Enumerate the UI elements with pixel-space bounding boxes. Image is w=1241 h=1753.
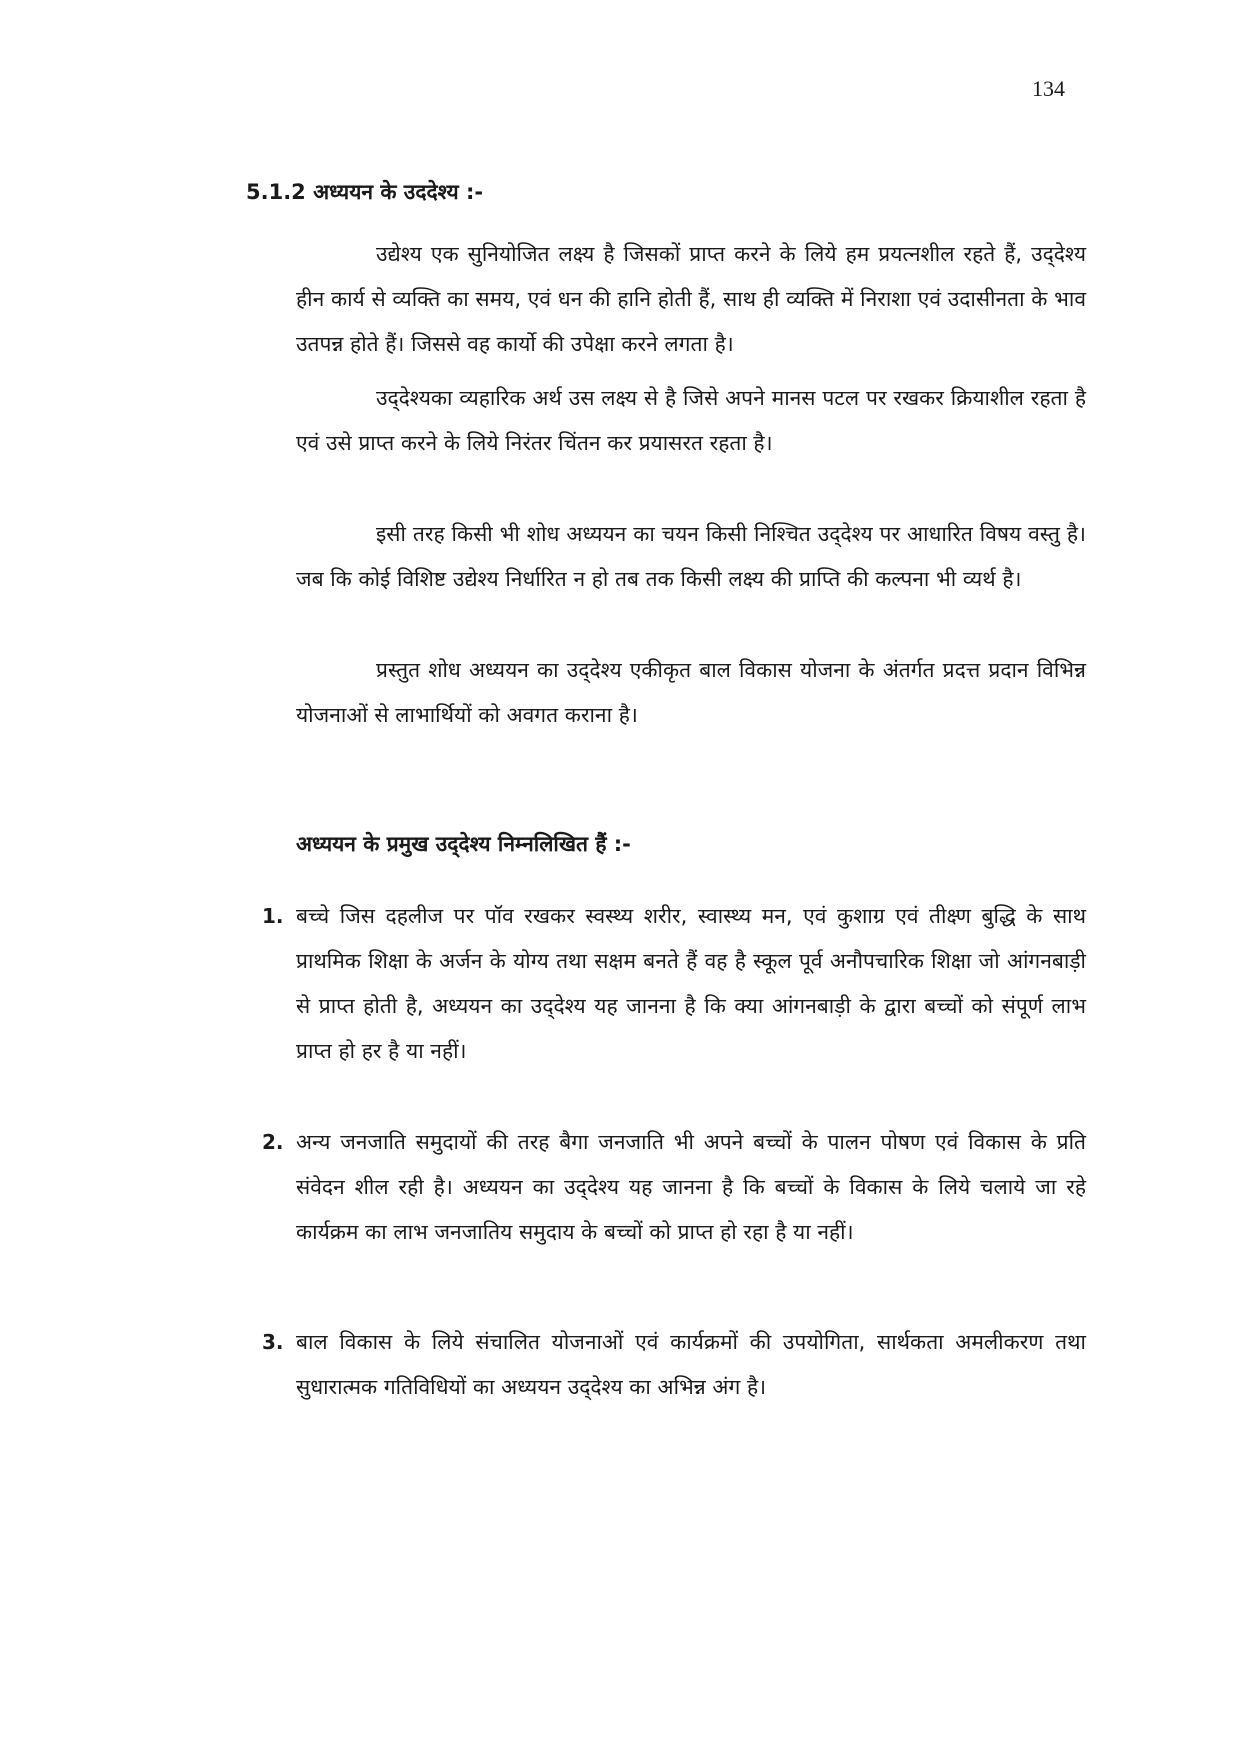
paragraph-study-purpose: प्रस्तुत शोध अध्ययन का उद्‌देश्य एकीकृत बाल विकास योजना के अंतर्गत प्रदत्त प्रदान विभिन्न योजनाओं से लाभार्थियों को अवगत कराना है। xyxy=(296,658,1086,727)
section-heading: 5.1.2 अध्ययन के उददेश्य :- xyxy=(246,180,484,204)
objective-list-item xyxy=(262,894,1086,1074)
objective-list-item xyxy=(262,1320,1086,1410)
objective-text: बाल विकास के लिये संचालित योजनाओं एवं कार्यक्रमों की उपयोगिता, सार्थकता अमलीकरण तथा सुधारात्मक गतिविधियों का अध्ययन उद्‌देश्य का अभिन्न अंग है। xyxy=(296,1330,1086,1399)
paragraph-research-basis: इसी तरह किसी भी शोध अध्ययन का चयन किसी निश्चित उद्‌देश्य पर आधारित विषय वस्तु है। जब कि कोई विशिष्ट उद्येश्य निर्धारित न हो तब तक किसी लक्ष्य की प्राप्ति की कल्पना भी व्यर्थ है। xyxy=(296,522,1086,591)
list-number: 2. xyxy=(262,1130,284,1154)
objective-text: अन्य जनजाति समुदायों की तरह बैगा जनजाति भी अपने बच्चों के पालन पोषण एवं विकास के प्रति संवेदन शील रही है। अध्ययन का उद्‌देश्य यह जानना है कि बच्चों के विकास के लिये चलाये जा रहे कार्यक्रम का लाभ जनजातिय समुदाय के बच्चों को प्राप्त हो रहा है या नहीं। xyxy=(296,1130,1086,1244)
page-number: 134 xyxy=(1032,76,1065,101)
objective-text: बच्चे जिस दहलीज पर पॉव रखकर स्वस्थ्य शरीर, स्वास्थ्य मन, एवं कुशाग्र एवं तीक्ष्ण बुद्धि के साथ प्राथमिक शिक्षा के अर्जन के योग्य तथा सक्षम बनते हैं वह है स्कूल पूर्व अनौपचारिक शिक्षा जो आंगनबाड़ी से प्राप्त होती है, अध्ययन का उद्‌देश्य यह जानना है कि क्या आंगनबाड़ी के द्वारा बच्चों को संपूर्ण लाभ प्राप्त हो हर है या नहीं। xyxy=(296,904,1086,1063)
objectives-heading: अध्ययन के प्रमुख उद्‌देश्य निम्नलिखित हैं :- xyxy=(296,832,631,856)
paragraph-purpose-definition: उद्येश्य एक सुनियोजित लक्ष्य है जिसकों प्राप्त करने के लिये हम प्रयत्नशील रहते हैं, उद्‌देश्य हीन कार्य से व्यक्ति का समय, एवं धन की हानि होती हैं, साथ ही व्यक्ति में निराशा एवं उदासीनता के भाव उतपन्न होते हैं। जिससे वह कार्यो की उपेक्षा करने लगता है। xyxy=(296,242,1086,356)
list-number: 1. xyxy=(262,904,284,928)
list-number: 3. xyxy=(262,1330,284,1354)
objective-list-item xyxy=(262,1120,1086,1255)
paragraph-practical-meaning: उद्‌देश्यका व्यहारिक अर्थ उस लक्ष्य से है जिसे अपने मानस पटल पर रखकर क्रियाशील रहता है एवं उसे प्राप्त करने के लिये निरंतर चिंतन कर प्रयासरत रहता है। xyxy=(296,386,1086,455)
